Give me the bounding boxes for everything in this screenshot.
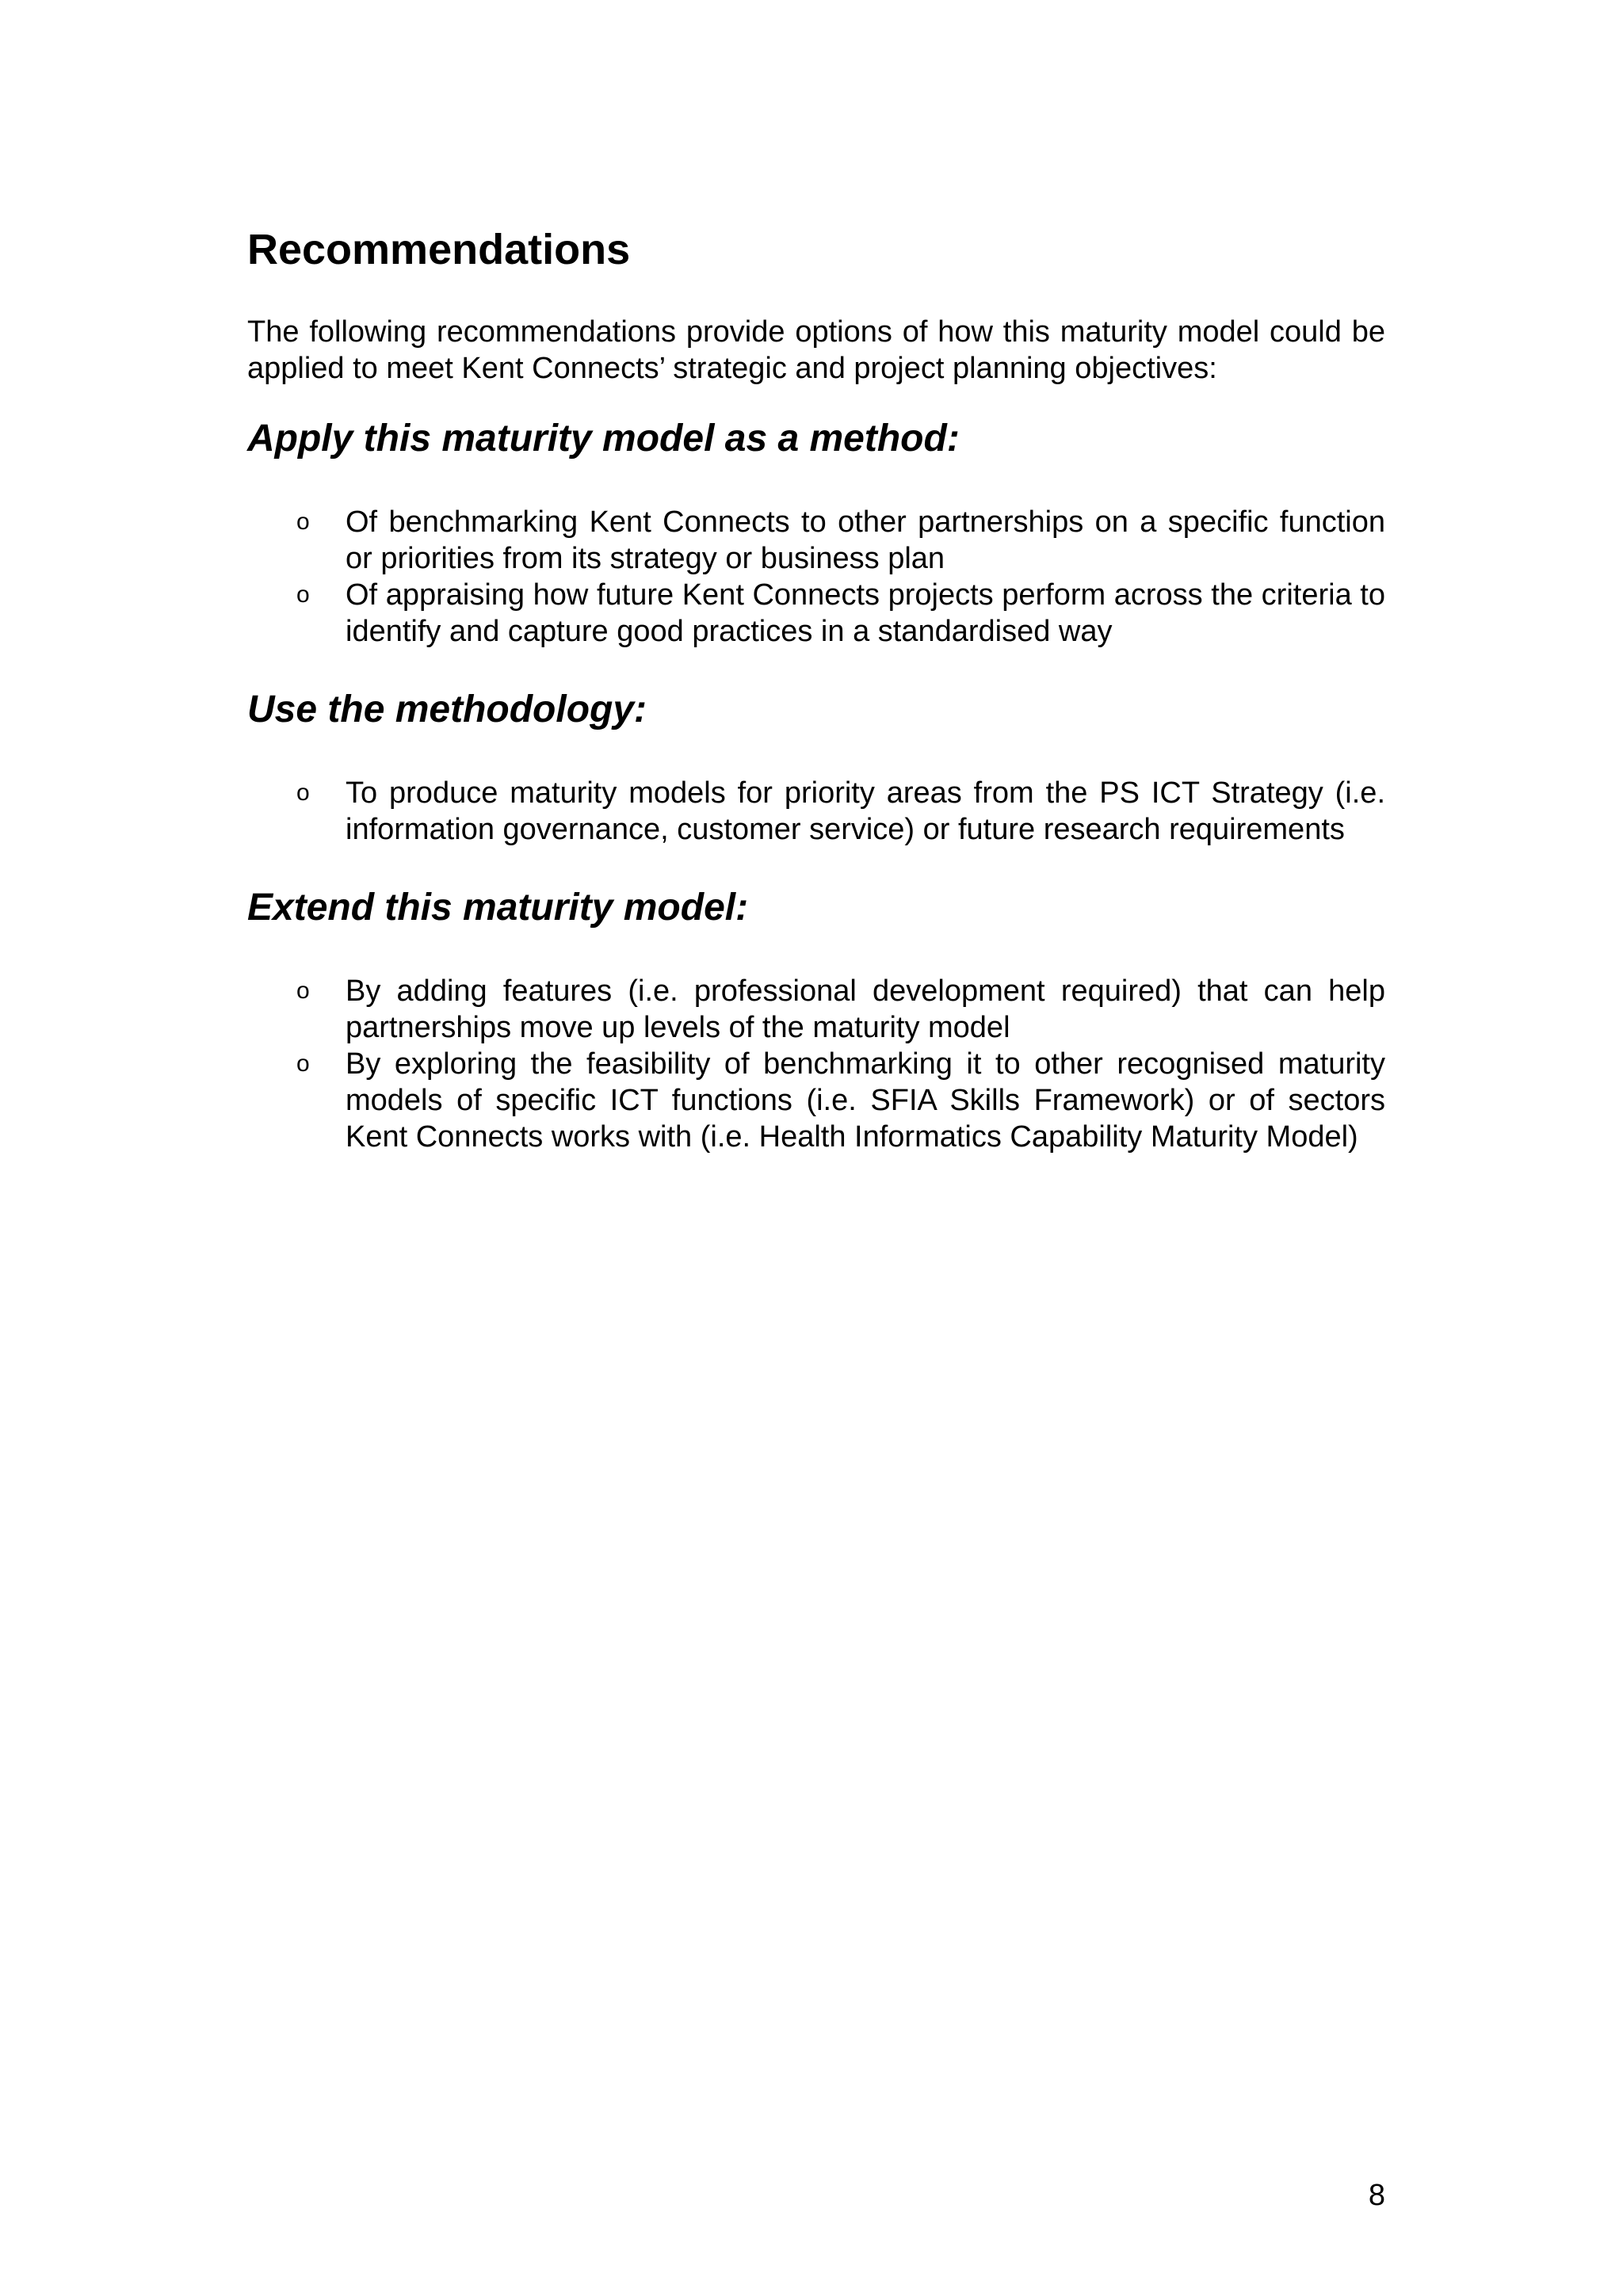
list-item: [247, 775, 1385, 848]
document-body: [247, 222, 1385, 1192]
list-item-text: Of benchmarking Kent Connects to other partnerships on a specific function or priorities from its strategy or business plan: [346, 505, 1385, 575]
bullet-list-extend: [247, 973, 1385, 1155]
list-item-text: To produce maturity models for priority areas from the PS ICT Strategy (i.e. information governance, customer service) or future research requirements: [346, 776, 1385, 846]
page-number: 8: [1368, 2179, 1385, 2212]
bullet-marker-icon: o: [296, 582, 310, 608]
list-item: [247, 504, 1385, 577]
list-item-text: Of appraising how future Kent Connects projects perform across the criteria to identify and capture good practices in a standardised way: [346, 578, 1385, 648]
bullet-list-apply: [247, 504, 1385, 650]
list-item: [247, 973, 1385, 1046]
section-heading-use: Use the methodology:: [247, 688, 647, 730]
bullet-marker-icon: o: [296, 1051, 310, 1077]
list-item-text: By adding features (i.e. professional development required) that can help partnerships move up levels of the maturity model: [346, 974, 1385, 1044]
bullet-marker-icon: o: [296, 978, 310, 1004]
list-item: [247, 577, 1385, 650]
section-heading-apply: Apply this maturity model as a method:: [247, 418, 960, 460]
bullet-list-use: [247, 775, 1385, 848]
bullet-marker-icon: o: [296, 509, 310, 535]
bullet-marker-icon: o: [296, 780, 310, 806]
list-item-text: By exploring the feasibility of benchmarking it to other recognised maturity models of specific ICT functions (i.e. SFIA Skills Framework) or of sectors Kent Connects works with (i.e. Health Informatics Capability Maturity Model): [346, 1047, 1385, 1154]
intro-paragraph: The following recommendations provide options of how this maturity model could be applied to meet Kent Connects’ strategic and project planning objectives:: [247, 315, 1385, 385]
section-heading-extend: Extend this maturity model:: [247, 887, 749, 929]
list-item: [247, 1046, 1385, 1155]
page-title: Recommendations: [247, 226, 631, 273]
